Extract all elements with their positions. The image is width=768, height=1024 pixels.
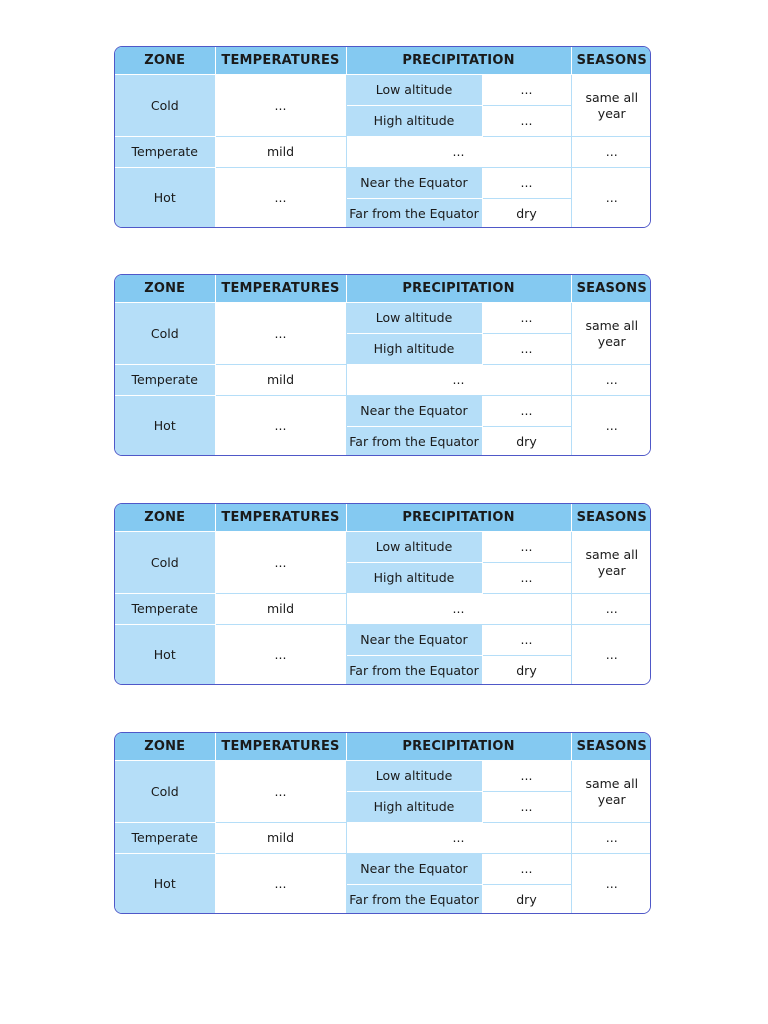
zone-cold: Cold: [115, 532, 215, 594]
hot-temperatures: ...: [215, 854, 346, 915]
header-temperatures: TEMPERATURES: [215, 47, 346, 75]
hot-far-equator-value: dry: [482, 885, 571, 915]
zone-hot: Hot: [115, 168, 215, 229]
zone-temperate: Temperate: [115, 594, 215, 625]
header-seasons: SEASONS: [571, 275, 651, 303]
hot-temperatures: ...: [215, 396, 346, 457]
temperate-temperatures: mild: [215, 594, 346, 625]
hot-far-equator-label: Far from the Equator: [346, 885, 482, 915]
header-zone: ZONE: [115, 47, 215, 75]
cold-seasons: [571, 532, 651, 594]
hot-far-equator-value: dry: [482, 427, 571, 457]
hot-near-equator-label: Near the Equator: [346, 396, 482, 427]
cold-high-altitude-value: ...: [482, 106, 571, 137]
temperate-seasons: ...: [571, 823, 651, 854]
cold-low-altitude-label: Low altitude: [346, 303, 482, 334]
hot-near-equator-label: Near the Equator: [346, 854, 482, 885]
hot-far-equator-value: dry: [482, 199, 571, 229]
cold-temperatures: ...: [215, 303, 346, 365]
cold-high-altitude-value: ...: [482, 792, 571, 823]
zone-cold: Cold: [115, 761, 215, 823]
hot-near-equator-label: Near the Equator: [346, 625, 482, 656]
cold-high-altitude-value: ...: [482, 334, 571, 365]
cold-high-altitude-label: High altitude: [346, 106, 482, 137]
cold-low-altitude-label: Low altitude: [346, 761, 482, 792]
header-temperatures: TEMPERATURES: [215, 504, 346, 532]
temperate-precipitation: ...: [346, 137, 571, 168]
zone-temperate: Temperate: [115, 365, 215, 396]
cold-temperatures: ...: [215, 532, 346, 594]
zone-hot: Hot: [115, 625, 215, 686]
zone-hot: Hot: [115, 854, 215, 915]
cold-high-altitude-label: High altitude: [346, 563, 482, 594]
hot-near-equator-value: ...: [482, 854, 571, 885]
header-seasons: SEASONS: [571, 733, 651, 761]
climate-grid: [115, 275, 651, 456]
header-zone: ZONE: [115, 504, 215, 532]
cold-seasons-text: same all year: [585, 546, 639, 578]
hot-seasons: ...: [571, 625, 651, 686]
hot-seasons: ...: [571, 854, 651, 915]
cold-high-altitude-value: ...: [482, 563, 571, 594]
cold-seasons-text: same all year: [585, 317, 639, 349]
climate-grid: [115, 47, 651, 228]
temperate-precipitation: ...: [346, 594, 571, 625]
header-zone: ZONE: [115, 733, 215, 761]
hot-far-equator-value: dry: [482, 656, 571, 686]
zone-temperate: Temperate: [115, 823, 215, 854]
climate-table-4: [114, 732, 651, 914]
climate-table-1: [114, 46, 651, 228]
hot-seasons: ...: [571, 168, 651, 229]
hot-far-equator-label: Far from the Equator: [346, 427, 482, 457]
header-precipitation: PRECIPITATION: [346, 504, 571, 532]
hot-far-equator-label: Far from the Equator: [346, 656, 482, 686]
hot-seasons: ...: [571, 396, 651, 457]
cold-high-altitude-label: High altitude: [346, 792, 482, 823]
cold-seasons: [571, 75, 651, 137]
cold-low-altitude-value: ...: [482, 75, 571, 106]
cold-high-altitude-label: High altitude: [346, 334, 482, 365]
cold-seasons-text: same all year: [585, 775, 639, 807]
header-precipitation: PRECIPITATION: [346, 47, 571, 75]
temperate-temperatures: mild: [215, 365, 346, 396]
zone-hot: Hot: [115, 396, 215, 457]
hot-near-equator-value: ...: [482, 168, 571, 199]
header-seasons: SEASONS: [571, 47, 651, 75]
cold-low-altitude-value: ...: [482, 303, 571, 334]
cold-seasons: [571, 303, 651, 365]
climate-grid: [115, 733, 651, 914]
header-temperatures: TEMPERATURES: [215, 733, 346, 761]
cold-low-altitude-value: ...: [482, 532, 571, 563]
cold-low-altitude-label: Low altitude: [346, 75, 482, 106]
cold-temperatures: ...: [215, 761, 346, 823]
zone-cold: Cold: [115, 303, 215, 365]
temperate-temperatures: mild: [215, 823, 346, 854]
hot-temperatures: ...: [215, 168, 346, 229]
header-precipitation: PRECIPITATION: [346, 275, 571, 303]
climate-table-2: [114, 274, 651, 456]
cold-seasons-text: same all year: [585, 89, 639, 121]
temperate-seasons: ...: [571, 137, 651, 168]
header-seasons: SEASONS: [571, 504, 651, 532]
temperate-seasons: ...: [571, 365, 651, 396]
hot-near-equator-value: ...: [482, 396, 571, 427]
temperate-seasons: ...: [571, 594, 651, 625]
temperate-precipitation: ...: [346, 365, 571, 396]
temperate-precipitation: ...: [346, 823, 571, 854]
cold-low-altitude-value: ...: [482, 761, 571, 792]
climate-table-3: [114, 503, 651, 685]
header-zone: ZONE: [115, 275, 215, 303]
climate-grid: [115, 504, 651, 685]
hot-near-equator-value: ...: [482, 625, 571, 656]
cold-temperatures: ...: [215, 75, 346, 137]
cold-low-altitude-label: Low altitude: [346, 532, 482, 563]
zone-temperate: Temperate: [115, 137, 215, 168]
header-precipitation: PRECIPITATION: [346, 733, 571, 761]
zone-cold: Cold: [115, 75, 215, 137]
cold-seasons: [571, 761, 651, 823]
header-temperatures: TEMPERATURES: [215, 275, 346, 303]
hot-far-equator-label: Far from the Equator: [346, 199, 482, 229]
hot-near-equator-label: Near the Equator: [346, 168, 482, 199]
temperate-temperatures: mild: [215, 137, 346, 168]
hot-temperatures: ...: [215, 625, 346, 686]
